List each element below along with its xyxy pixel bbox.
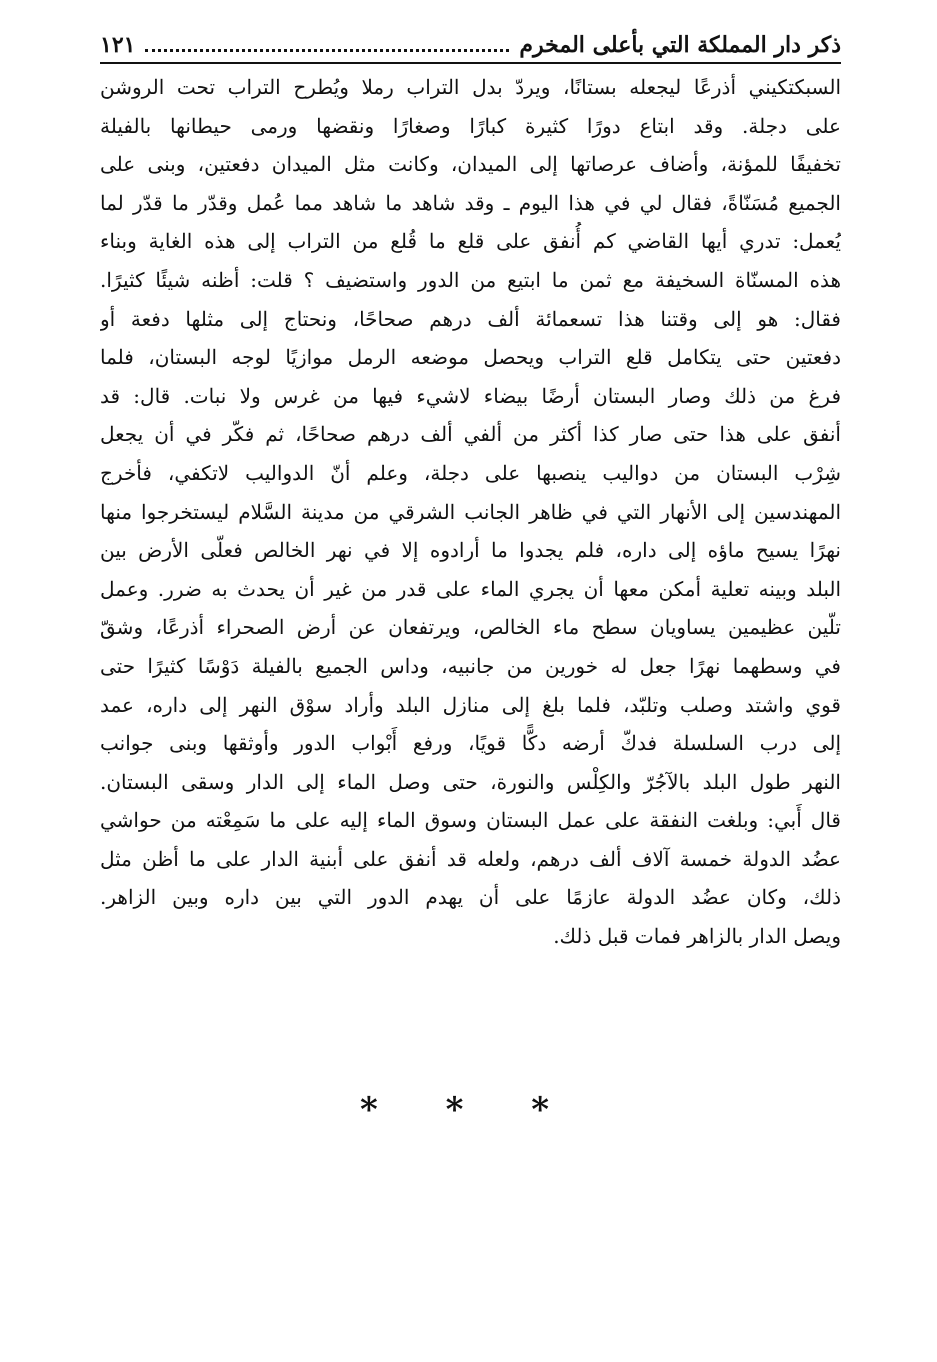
running-header (100, 24, 841, 64)
text-line: إلى درب السلسلة فدكّ أرضه دكًّا قويًا، ورفع أَبْواب الدور وأوثقها وبنى جوانب (100, 731, 841, 756)
text-line: أنفق على هذا حتى صار كذا أكثر من ألفي ألف درهم صحاحًا، ثم فكّر في أن يجعل (100, 422, 841, 447)
text-line: فقال: هو إلى وقتنا هذا تسعمائة ألف درهم صحاحًا، ونحتاج إلى مثلها دفعة أو (100, 306, 841, 331)
text-line: تخفيفًا للمؤنة، وأضاف عرصاتها إلى الميدان، وكانت مثل الميدان دفعتين، وبنى على (100, 152, 841, 177)
text-line: على دجلة. وقد ابتاع دورًا كثيرة كبارًا وصغارًا ونقضها ورمى حيطانها بالفيلة (100, 113, 841, 138)
text-line: عضُد الدولة خمسة آلاف ألف درهم، ولعله قد أنفق على أبنية الدار على ما أظن مثل (100, 846, 841, 871)
text-line: قال أَبي: وبلغت النفقة على عمل البستان وسوق الماء إليه على ما سَمِعْته من حواشي (100, 808, 841, 833)
text-line: يُعمل: تدري أيها القاضي كم أُنفق على قلع ما قُلع من التراب إلى هذه الغاية وبناء (100, 229, 841, 254)
text-line: دفعتين حتى يتكامل قلع التراب ويحصل موضعه الرمل موازيًا لوجه البستان، فلما (100, 345, 841, 370)
text-line: الجميع مُسَنّاةً، فقال لي في هذا اليوم ـ وقد شاهد ما شاهد مما عُمل وقدّر ما قدّر لما (100, 190, 841, 215)
text-line: هذه المسنّاة السخيفة مع ثمن ما ابتيع من الدور واستضيف ؟ قلت: أظنه شيئًا كثيرًا. (100, 267, 841, 292)
text-line: البلد وبينه تعلية أمكن معها أن يجري الماء على قدر من غير أن يحدث به ضرر. وعمل (100, 576, 841, 601)
page-number: ١٢١ (100, 32, 136, 58)
text-line: في وسطهما نهرًا جعل له خورين من جانبيه، وداس الجميع بالفيلة دَوْسًا كثيرًا حتى (100, 653, 841, 678)
text-line: نهرًا يسيح ماؤه إلى داره، فلم يجدوا ما أرادوه إلا في نهر الخالص فعلّى الأرض بين (100, 538, 841, 563)
body-text (100, 68, 841, 956)
text-line-last: ويصل الدار بالزاهر فمات قبل ذلك. (553, 924, 841, 949)
text-line: النهر طول البلد بالآجُرّ والكِلْس والنورة، حتى وصل الماء إلى الدار وسقى البستان. (100, 769, 841, 794)
text-line: قوي واشتد وصلب وتلبّد، فلما بلغ إلى منازل البلد وأراد سوْق النهر إلى داره، عمد (100, 692, 841, 717)
section-end-ornament: * * * (359, 1090, 577, 1130)
text-line: المهندسين إلى الأنهار التي في ظاهر الجانب الشرقي من مدينة السَّلام ليستخرجوا منها (100, 499, 841, 524)
header-leader-dots (145, 49, 509, 52)
header-title: ذكر دار المملكة التي بأعلى المخرم (519, 32, 841, 58)
text-line: فرغ من ذلك وصار البستان أرضًا بيضاء لاشيء فيها من غرس ولا نبات. قال: قد (100, 383, 841, 408)
text-line: تلّين عظيمين يساويان سطح ماء الخالص، ويرتفعان عن أرض الصحراء أذرعًا، وشقّ (100, 615, 841, 640)
text-line: شِرْب البستان من دواليب ينصبها على دجلة، وعلم أنّ الدواليب لاتكفي، فأخرج (100, 460, 841, 485)
text-line: ذلك، وكان عضُد الدولة عازمًا على أن يهدم الدور التي بين داره وبين الزاهر. (100, 885, 841, 910)
text-line: السبكتكيني أذرعًا ليجعله بستانًا، ويردّ بدل التراب رملا ويُطرح التراب تحت الروشن (100, 75, 841, 99)
